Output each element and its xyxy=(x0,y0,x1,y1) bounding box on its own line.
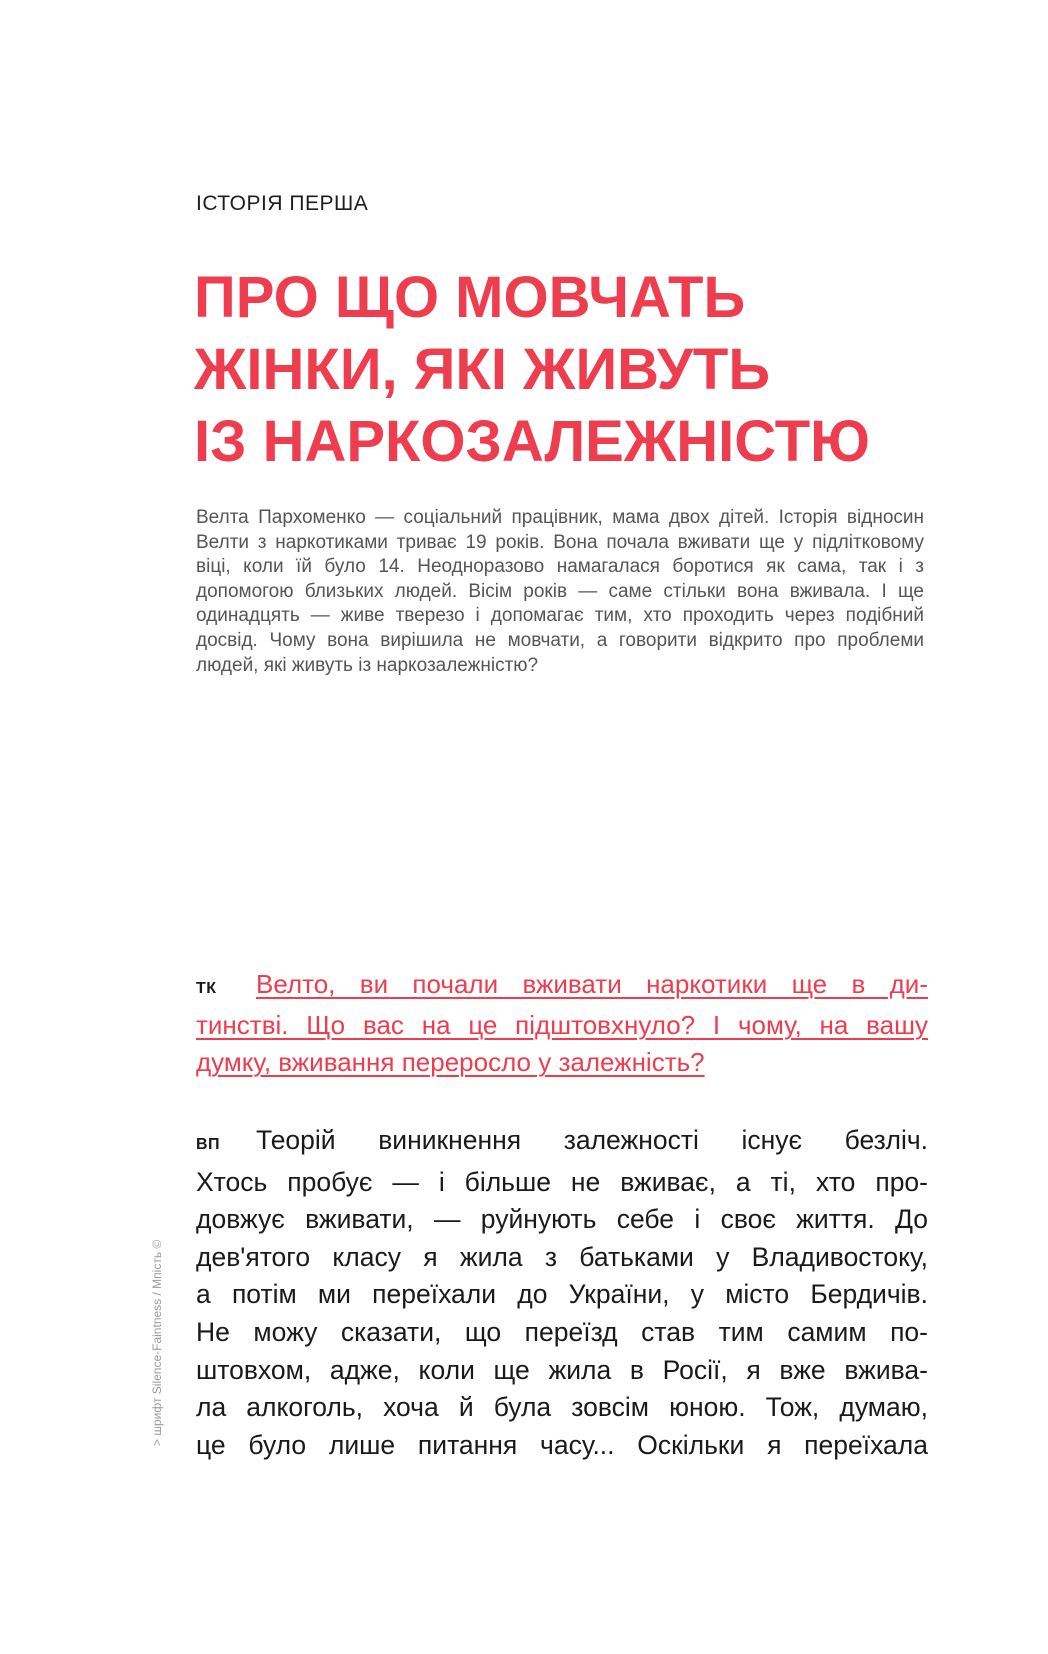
title-line: ЖІНКИ, ЯКІ ЖИВУТЬ xyxy=(194,337,771,402)
question-speaker: ТК xyxy=(196,980,217,997)
answer-line: це було лише питання часу... Оскільки я переїхала xyxy=(196,1429,928,1460)
font-credit-note: > шрифт Silence-Faintness / Мпість © xyxy=(150,1239,164,1446)
interview-question xyxy=(196,966,928,1081)
question-line xyxy=(196,966,928,1007)
answer-line xyxy=(196,1122,928,1164)
answer-line: а потім ми переїхали до України, у місто Бердичів. xyxy=(196,1279,928,1310)
interview-answer xyxy=(196,1122,928,1464)
answer-line: дев'ятого класу я жила з батьками у Владивостоку, xyxy=(196,1241,928,1272)
question-text: тинстві. Що вас на це підштовхнуло? І чому, на вашу xyxy=(196,1010,928,1040)
answer-line: ла алкоголь, хоча й була зовсім юною. Тож, думаю, xyxy=(196,1392,928,1423)
page-title xyxy=(194,262,994,478)
lead-paragraph: Велта Пархоменко — соціальний працівник, мама двох дітей. Історія відносин Велти з наркотиками триває 19 років. Вона почала вживати ще у підлітковому віці, коли їй було 14. Неодноразово намагалася боротися як сама, так і з допомогою близьких людей. Вісім років — саме стільки вона вживала. І ще одинадцять — живе тверезо і допомагає тим, хто проходить через подібний досвід. Чому вона вирішила не мовчати, а говорити відкрито про проблеми людей, які живуть із наркозалежністю? xyxy=(196,507,924,676)
answer-line: довжує вживати, — руйнують себе і своє життя. До xyxy=(196,1204,928,1235)
title-line: ПРО ЩО МОВЧАТЬ xyxy=(194,265,746,330)
answer-text: Теорій виникнення залежності існує безліч. xyxy=(256,1125,928,1155)
answer-line: штовхом, адже, коли ще жила в Росії, я вже вжива- xyxy=(196,1354,928,1385)
question-line xyxy=(196,1007,928,1044)
question-text: думку, вживання переросло у залежність? xyxy=(196,1047,705,1077)
answer-line: Хтось пробує — і більше не вживає, а ті, хто про- xyxy=(196,1166,928,1197)
question-line xyxy=(196,1044,928,1081)
section-kicker: ІСТОРІЯ ПЕРША xyxy=(196,192,369,215)
question-text: Велто, ви почали вживати наркотики ще в ди- xyxy=(256,969,928,999)
title-line: ІЗ НАРКОЗАЛЕЖНІСТЮ xyxy=(194,409,870,474)
answer-line: Не можу сказати, що переїзд став тим самим по- xyxy=(196,1316,928,1347)
answer-speaker: ВП xyxy=(196,1136,221,1153)
